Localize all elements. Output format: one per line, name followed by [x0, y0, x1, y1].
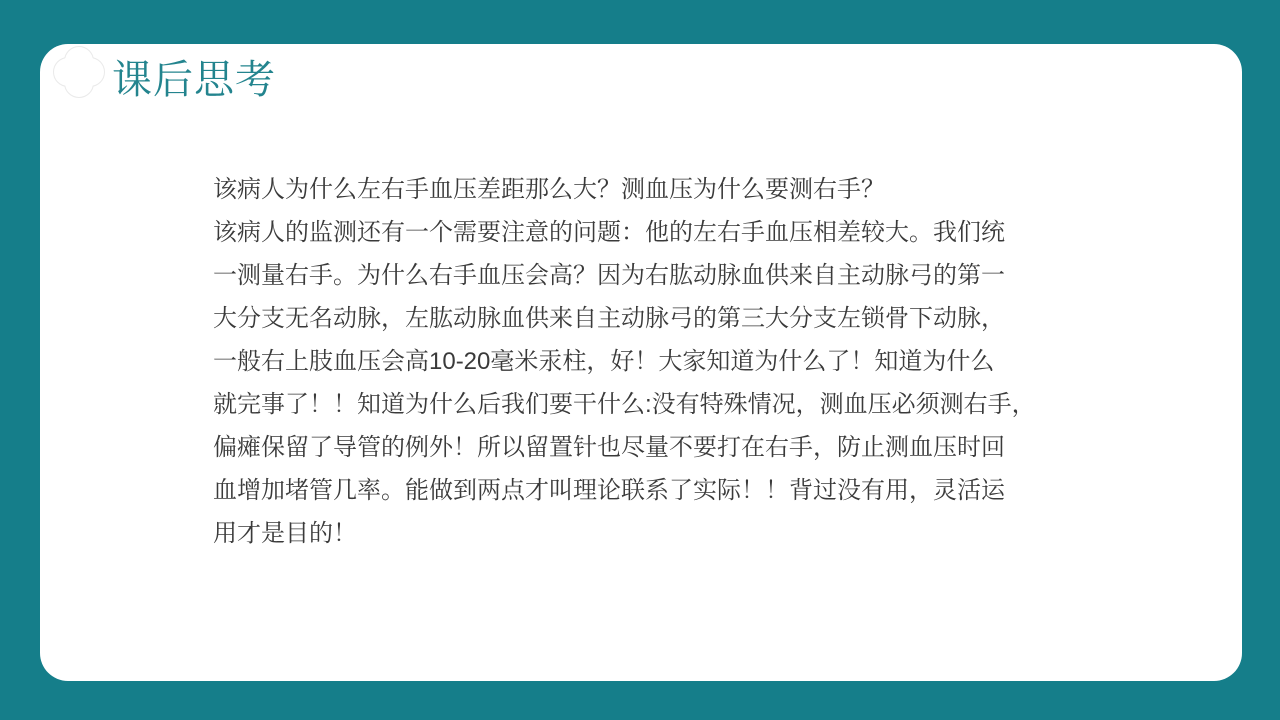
page-title: 课后思考 [112, 58, 276, 102]
body-text-line: 大分支无名动脉，左肱动脉血供来自主动脉弓的第三大分支左锁骨下动脉， [213, 305, 1005, 332]
body-text-block [213, 168, 1133, 555]
quatrefoil-icon [53, 46, 105, 98]
body-text-line: 用才是目的！ [213, 520, 357, 547]
body-text-line: 一测量右手。为什么右手血压会高？因为右肱动脉血供来自主动脉弓的第一 [213, 262, 1005, 289]
body-text-line: 该病人为什么左右手血压差距那么大？测血压为什么要测右手？ [213, 176, 885, 203]
body-text-line: 就完事了！！知道为什么后我们要干什么:没有特殊情况，测血压必须测右手， [213, 391, 1036, 418]
content-card [40, 44, 1242, 681]
body-text-line: 该病人的监测还有一个需要注意的问题：他的左右手血压相差较大。我们统 [213, 219, 1005, 246]
body-text-line: 血增加堵管几率。能做到两点才叫理论联系了实际！！背过没有用，灵活运 [213, 477, 1005, 504]
body-text-line: 偏瘫保留了导管的例外！所以留置针也尽量不要打在右手，防止测血压时回 [213, 434, 1005, 461]
body-text-line: 一般右上肢血压会高10-20毫米汞柱，好！大家知道为什么了！知道为什么 [213, 348, 995, 375]
